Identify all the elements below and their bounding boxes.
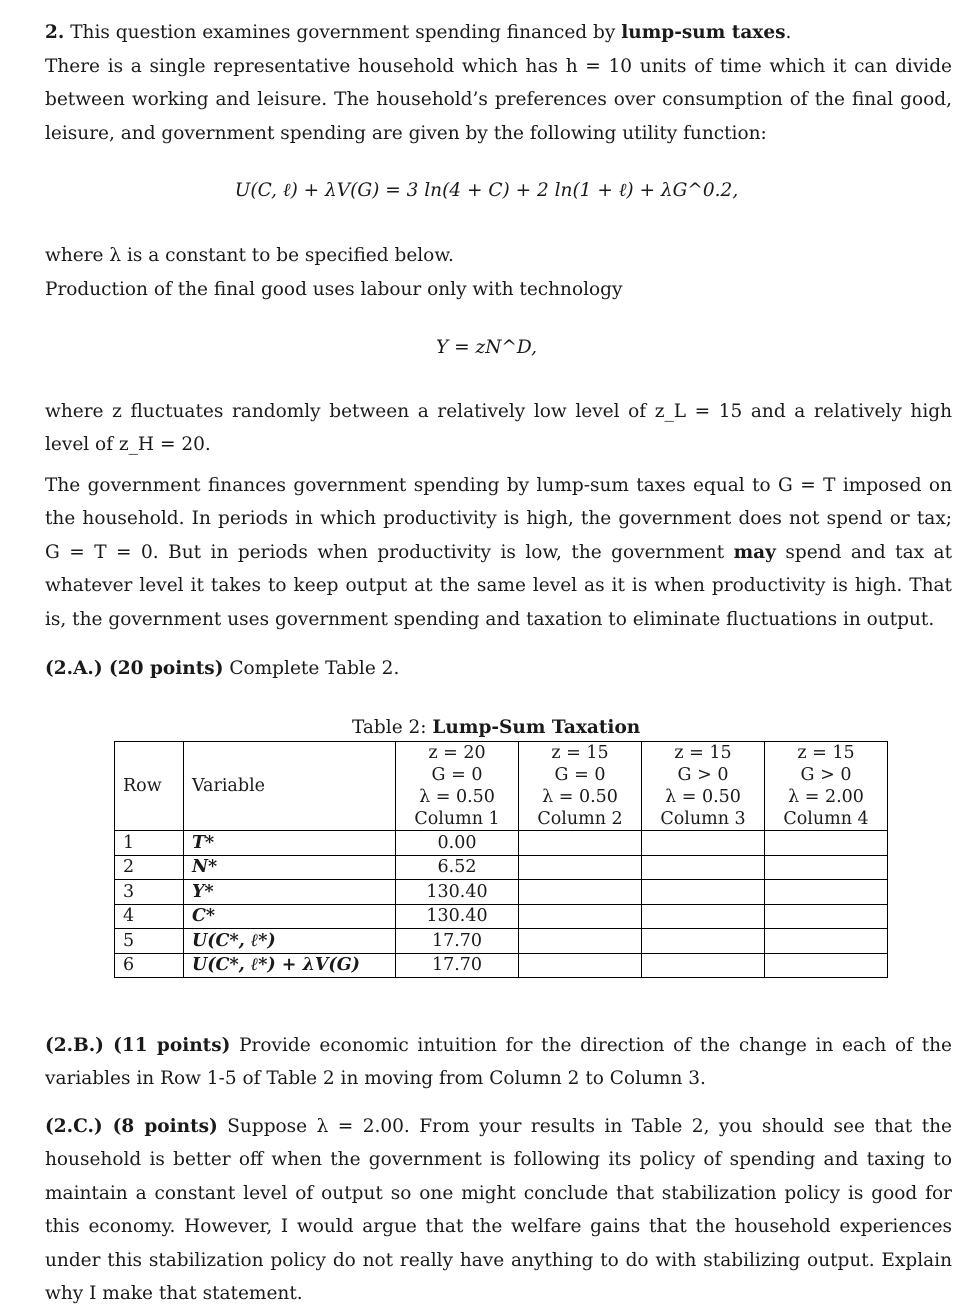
- z-paragraph: where z fluctuates randomly between a relatively low level of z_L = 15 and a relatively high level of z_H = 20.: [45, 401, 952, 456]
- column-2-header: z = 15 G = 0 λ = 0.50 Column 2: [519, 742, 642, 831]
- utility-equation: U(C, ℓ) + λV(G) = 3 ln(4 + C) + 2 ln(1 + ℓ) + λG^0.2,: [234, 180, 739, 201]
- column-3-header: z = 15 G > 0 λ = 0.50 Column 3: [642, 742, 765, 831]
- lambda-sentence: where λ is a constant to be specified below.: [45, 245, 454, 266]
- column-1-header: z = 20 G = 0 λ = 0.50 Column 1: [396, 742, 519, 831]
- table-row: 3 Y* 130.40: [115, 880, 888, 905]
- government-paragraph: The government finances government spending by lump-sum taxes equal to G = T imposed on the household. In periods in which productivity is high, the government does not spend or tax; G = T = 0. But in periods when productivity is low, the government may spend and tax at whatever level it takes to keep output at the same level as it is when productivity is high. That is, the government uses government spending and taxation to eliminate fluctuations in output.: [45, 475, 952, 630]
- household-paragraph: There is a single representative household which has h = 10 units of time which it can divide between working and leisure. The household’s preferences over consumption of the final good, leisure, and government spending are given by the following utility function:: [45, 56, 952, 144]
- variable-header: Variable: [184, 742, 396, 831]
- table-header-row: [115, 742, 888, 831]
- part-c-label: (2.C.) (8 points): [45, 1116, 218, 1137]
- question-number: 2.: [45, 22, 65, 43]
- row-header: Row: [115, 742, 184, 831]
- column-4-header: z = 15 G > 0 λ = 2.00 Column 4: [765, 742, 888, 831]
- table-row: 4 C* 130.40: [115, 904, 888, 929]
- table-row: 2 N* 6.52: [115, 855, 888, 880]
- part-b-label: (2.B.) (11 points): [45, 1035, 231, 1056]
- part-c: (2.C.) (8 points) Suppose λ = 2.00. From your results in Table 2, you should see that the household is better off when the government is following its policy of spending and taxing to maintain a constant level of output so one might conclude that stabilization policy is good for this economy. However, I would argue that the welfare gains that the household experiences under this stabilization policy do not really have anything to do with stabilizing output. Explain why I make that statement.: [45, 1116, 952, 1305]
- table-row: 1 T* 0.00: [115, 831, 888, 856]
- may-bold: may: [733, 541, 776, 563]
- production-equation: Y = zN^D,: [436, 337, 537, 358]
- production-sentence: Production of the final good uses labour only with technology: [45, 279, 623, 300]
- table-row: 5 U(C*, ℓ*) 17.70: [115, 929, 888, 954]
- intro-bold-text: lump-sum taxes: [621, 22, 786, 43]
- table-row: 6 U(C*, ℓ*) + λV(G) 17.70: [115, 953, 888, 978]
- part-a: (2.A.) (20 points) Complete Table 2.: [45, 658, 400, 679]
- part-a-label: (2.A.) (20 points): [45, 658, 224, 679]
- table-caption: Table 2: Lump-Sum Taxation: [352, 717, 641, 738]
- part-b: (2.B.) (11 points) Provide economic intuition for the direction of the change in each of the variables in Row 1-5 of Table 2 in moving from Column 2 to Column 3.: [45, 1035, 952, 1090]
- lump-sum-table: [114, 741, 888, 978]
- question-intro: 2. This question examines government spending financed by lump-sum taxes.: [45, 22, 792, 43]
